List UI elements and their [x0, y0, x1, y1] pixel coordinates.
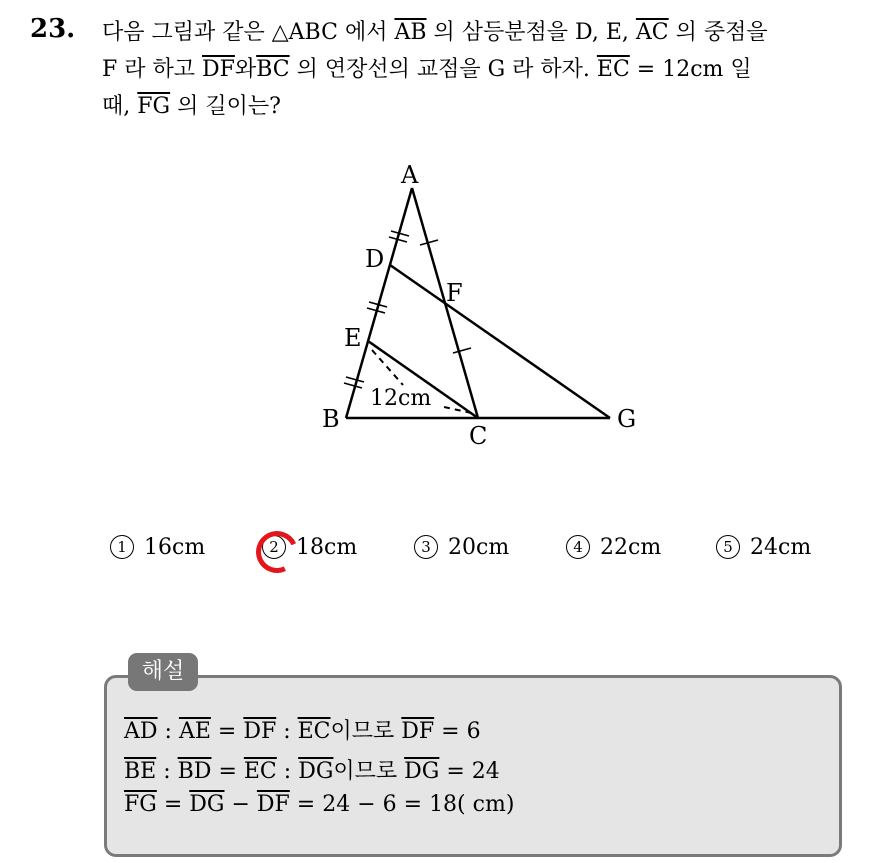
choice-4-mark: 4 [566, 535, 590, 559]
sol3-df: $\overline{DF}$ [256, 792, 290, 817]
choice-5-text: 24cm [750, 535, 812, 560]
sol1-ae: $\overline{AE}$ [178, 719, 211, 744]
sol1-ad: $\overline{AD}$ [124, 719, 158, 744]
solution-line-2 [124, 754, 500, 785]
sol2-colon2: : [276, 759, 299, 784]
q-seg-ec: $\overline{EC}$ [596, 57, 630, 82]
tick-fc [453, 348, 471, 353]
q-line2-a: F 라 하고 [102, 57, 203, 82]
choice-5[interactable] [716, 535, 811, 560]
sol2-dg: $\overline{DG}$ [298, 759, 334, 784]
q-line1-c: 의 중점을 [668, 20, 768, 45]
choice-5-mark: 5 [716, 535, 740, 559]
choice-1-mark: 1 [110, 535, 134, 559]
sol2-be: $\overline{BE}$ [124, 759, 157, 784]
sol3-result: = 24 − 6 = 18( cm) [289, 792, 515, 817]
label-g: G [617, 405, 637, 433]
solution-line-1 [124, 714, 481, 745]
sol3-dg: $\overline{DG}$ [189, 792, 225, 817]
dashed-guide-c [444, 407, 476, 414]
sol2-dg2: $\overline{DG}$ [404, 759, 440, 784]
solution-tag: 해설 [128, 653, 198, 691]
choice-2-text: 18cm [296, 535, 358, 560]
label-b: B [322, 405, 340, 433]
sol1-result: = 6 [434, 719, 481, 744]
sol1-ec: $\overline{EC}$ [297, 719, 331, 744]
sol1-colon: : [157, 719, 179, 744]
sol2-result: = 24 [439, 759, 500, 784]
sol2-eq: = [211, 759, 244, 784]
choice-4[interactable] [566, 535, 661, 560]
choice-2-mark: 2 [262, 535, 286, 559]
q-line1-b: 의 삼등분점을 D, E, [426, 20, 636, 45]
sol2-bd: $\overline{BD}$ [177, 759, 212, 784]
q-line2-d: = 12cm 일 [629, 57, 752, 82]
choice-4-text: 22cm [600, 535, 662, 560]
tick-eb-2 [344, 383, 362, 388]
tick-eb-1 [346, 377, 364, 382]
sol3-minus: − [224, 792, 257, 817]
solution-line-3 [124, 792, 514, 817]
label-c: C [469, 422, 488, 450]
segment-length-label: 12cm [370, 386, 432, 411]
choice-1[interactable] [110, 535, 205, 560]
q-line3-b: 의 길이는? [170, 94, 281, 119]
q-line2-c: 의 연장선의 교점을 G 라 하자. [289, 57, 597, 82]
sol1-therefore: 이므로 [330, 719, 402, 744]
q-line2-b: 와 [234, 57, 257, 82]
sol1-df: $\overline{DF}$ [243, 719, 277, 744]
label-f: F [446, 279, 463, 307]
q-seg-fg: $\overline{FG}$ [137, 94, 171, 119]
sol3-eq: = [156, 792, 190, 817]
label-a: A [401, 161, 419, 189]
sol2-colon: : [156, 759, 178, 784]
sol1-df2: $\overline{DF}$ [401, 719, 435, 744]
sol1-colon2: : [276, 719, 298, 744]
choice-1-text: 16cm [144, 535, 206, 560]
label-d: D [365, 245, 385, 273]
q-line1-a: 다음 그림과 같은 △ABC 에서 [102, 20, 395, 45]
label-e: E [344, 324, 362, 352]
sol3-fg: $\overline{FG}$ [124, 792, 157, 817]
q-seg-ab: $\overline{AB}$ [394, 20, 427, 45]
choice-3-text: 20cm [448, 535, 510, 560]
q-seg-ac: $\overline{AC}$ [635, 20, 669, 45]
question-number: 23. [30, 14, 76, 44]
q-line3-a: 때, [102, 94, 138, 119]
sol2-ec: $\overline{EC}$ [243, 759, 277, 784]
q-seg-bc: $\overline{BC}$ [256, 57, 290, 82]
answer-choices [0, 535, 884, 575]
sol1-eq: = [210, 719, 244, 744]
choice-3[interactable] [414, 535, 509, 560]
q-seg-df: $\overline{DF}$ [202, 57, 235, 82]
sol2-therefore: 이므로 [333, 759, 405, 784]
choice-3-mark: 3 [414, 535, 438, 559]
